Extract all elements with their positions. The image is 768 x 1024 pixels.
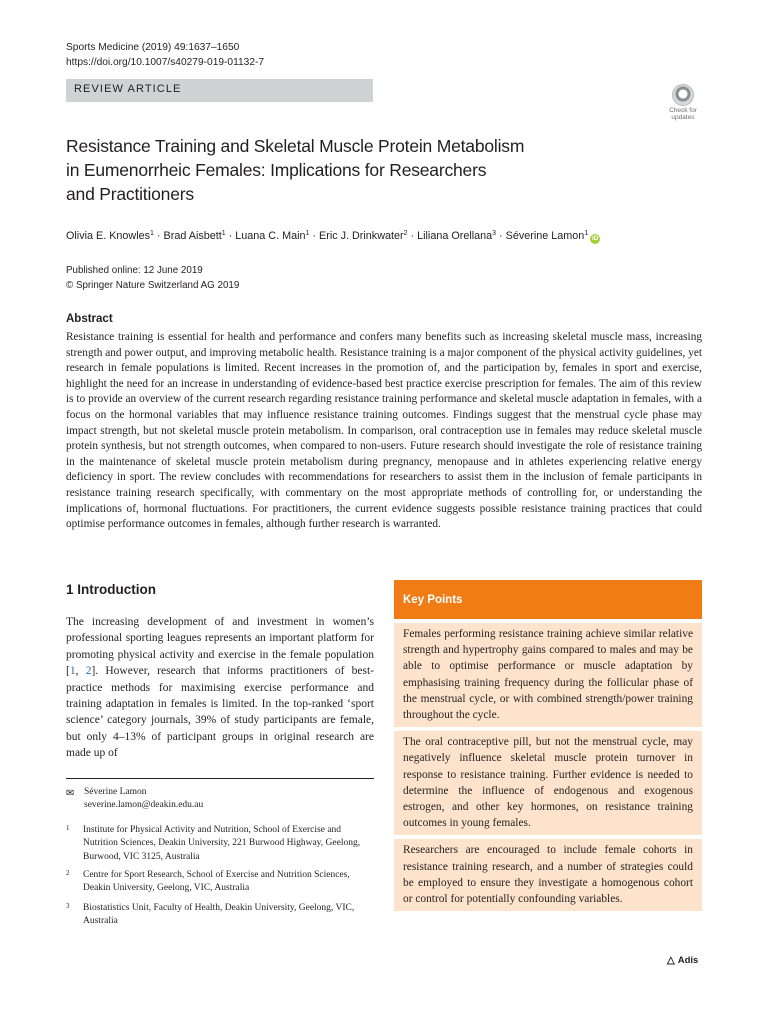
article-type: REVIEW ARTICLE [74, 83, 182, 95]
author[interactable]: Olivia E. Knowles [66, 230, 151, 242]
abstract-heading: Abstract [66, 313, 113, 325]
article-title: Resistance Training and Skeletal Muscle Protein Metabolism in Eumenorrheic Females: Implications for Researchers and Practitioners [66, 136, 525, 204]
key-point: Females performing resistance training achieve similar relative strength and hypertrophy gains compared to males and may be able to optimise performance or muscle adaptation by emphasising training frequency during the follicular phase of the menstrual cycle, or with combined strength/power training throughout the cycle. [394, 623, 702, 727]
key-point: The oral contraceptive pill, but not the menstrual cycle, may negatively influence skeletal muscle protein turnover in response to resistance training. Further evidence is needed to determine the influence of endogenous and exogenous estrogen, and other key hormones, on resistance training outcomes in young females. [394, 731, 702, 835]
author-list: Olivia E. Knowles$^1$ · Brad Aisbett$^1$ · Luana C. Main$^1$ · Eric J. Drinkwater$^2$ · Liliana Orellana$^3$ · Séverine Lamon$^1$iD [66, 230, 599, 242]
contact-name: Séverine Lamon [84, 787, 147, 797]
author[interactable]: Luana C. Main [235, 230, 306, 242]
publisher-logo [667, 955, 698, 966]
check-updates-icon [672, 84, 694, 106]
doi-link[interactable]: https://doi.org/10.1007/s40279-019-01132-7 [66, 57, 265, 68]
footnote-divider [66, 778, 374, 779]
abstract-text: Resistance training is essential for health and performance and confers many benefits such as increasing skeletal muscle mass, increasing strength and power output, and improving metabolic health. Resistance training is a major component of the physical activity guidelines, yet research in female populations is limited. Recent increases in the promotion of, and the participation by, females in sport and exercise, highlight the need for an increase in understanding of evidence-based best practice exercise prescription for females. The aim of this review is to provide an overview of the current research regarding resistance training performance and skeletal muscle adaptation in females, with a focus on the hormonal variables that may influence resistance training outcomes. Findings suggest that the menstrual cycle phase may impact strength, but not skeletal muscle protein metabolism. In comparison, oral contraception use in females may reduce skeletal muscle protein synthesis, but not strength outcomes, when compared to non-users. Future research should investigate the role of resistance training in the maintenance of skeletal muscle protein metabolism during pregnancy, menopause and in athletes experiencing relative energy deficiency in sport. The review concludes with recommendations for researchers to assist them in the inclusion of female participants in resistance training research specifically, with commentary on the most appropriate methods of controlling for, or understanding the implications of, hormonal fluctuations. For practitioners, the current evidence suggests possible resistance training practices that could optimise performance outcomes in females, although further research is warranted. [66, 331, 702, 531]
affiliation: 2 Centre for Sport Research, School of Exercise and Nutrition Sciences, Deakin University, Geelong, VIC, Australia [66, 869, 350, 894]
orcid-icon[interactable]: iD [591, 235, 599, 242]
publication-info [66, 263, 239, 293]
key-point: Researchers are encouraged to include female cohorts in resistance training research, and a number of strategies could be employed to ensure they investigate a homogenous cohort or control for potentially confounding variables. [394, 839, 702, 911]
author[interactable]: Eric J. Drinkwater [319, 230, 404, 242]
section-heading-introduction: 1 Introduction [66, 582, 156, 597]
author[interactable]: Brad Aisbett [163, 230, 222, 242]
journal-header [66, 40, 264, 70]
check-for-updates-badge[interactable] [663, 84, 703, 124]
check-updates-label: Check for updates [669, 107, 697, 121]
author[interactable]: Liliana Orellana [417, 230, 493, 242]
affiliation: 1 Institute for Physical Activity and Nutrition, School of Exercise and Nutrition Sciences, Deakin University, 221 Burwood Highway, Geelong, Burwood, VIC 3125, Australia [66, 824, 361, 862]
key-points-box [394, 580, 702, 911]
contact-email[interactable]: severine.lamon@deakin.edu.au [84, 800, 204, 810]
copyright: © Springer Nature Switzerland AG 2019 [66, 280, 240, 291]
reference-link[interactable]: 1 [69, 665, 76, 678]
published-date: Published online: 12 June 2019 [66, 265, 203, 276]
author[interactable]: Séverine Lamon [505, 230, 585, 242]
adis-logo-icon: △ [667, 955, 675, 966]
envelope-icon: ✉ [66, 788, 75, 799]
journal-citation: Sports Medicine (2019) 49:1637–1650 [66, 42, 240, 53]
publisher-name: Adis [677, 955, 699, 966]
article-type-band [66, 79, 373, 102]
key-points-heading: Key Points [394, 580, 702, 619]
reference-link[interactable]: 2 [85, 665, 92, 678]
introduction-text: The increasing development of and investment in women’s professional sporting leagues represents an important platform for promoting physical activity and exercise in the female population [1, 2]. However, research that informs practitioners of best-practice methods for maximising exercise performance and training adaptation in females is limited. In the top-ranked ‘sport science’ category journals, 39% of study participants are female, but only 4–13% of participant groups in original research are made up of [66, 616, 375, 760]
affiliation: 3 Biostatistics Unit, Faculty of Health, Deakin University, Geelong, VIC, Australia [66, 902, 355, 927]
